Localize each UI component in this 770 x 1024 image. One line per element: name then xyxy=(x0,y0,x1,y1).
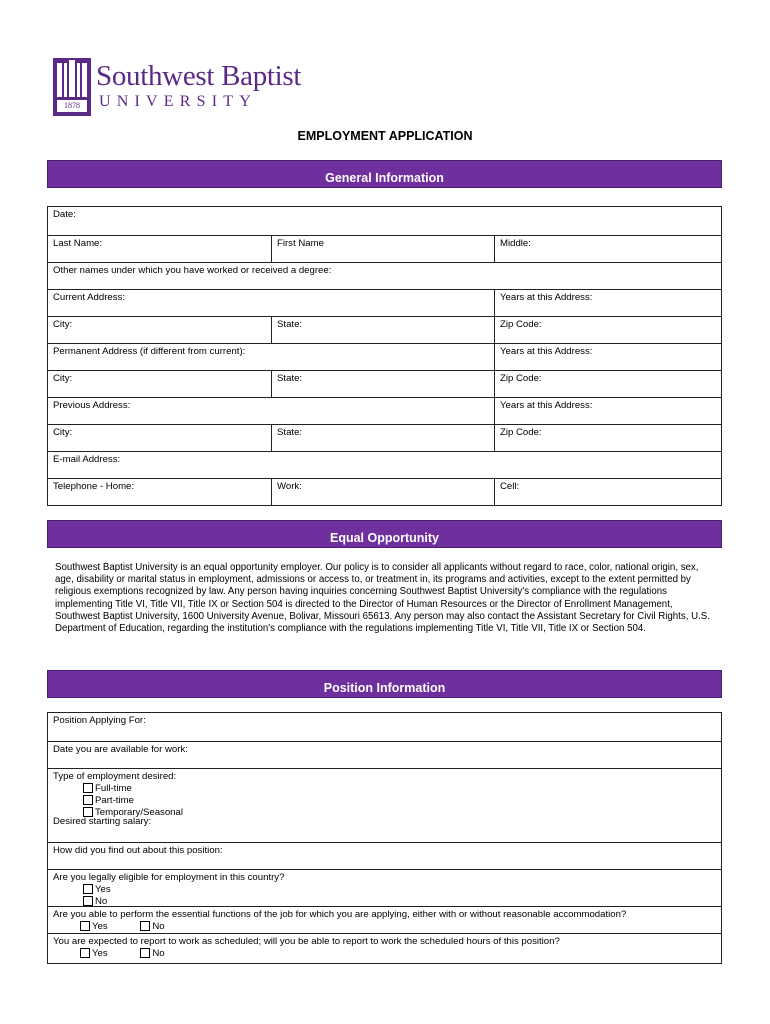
city-label: City: xyxy=(53,373,73,384)
perform-no-label: No xyxy=(152,921,165,932)
previous-address-label: Previous Address: xyxy=(53,400,131,411)
telephone-home-label: Telephone - Home: xyxy=(53,481,135,492)
middle-name-field[interactable] xyxy=(494,236,721,262)
current-city-field[interactable] xyxy=(48,317,271,343)
years-at-address-label: Years at this Address: xyxy=(500,292,593,303)
logo-name: Southwest Baptist xyxy=(96,60,302,92)
date-field[interactable] xyxy=(48,207,721,235)
general-information-title: General Information xyxy=(325,171,444,185)
previous-city-row xyxy=(48,424,721,451)
years-at-address-label: Years at this Address: xyxy=(500,400,593,411)
report-options xyxy=(53,948,721,960)
previous-years-field[interactable] xyxy=(494,398,721,424)
temporary-label: Temporary/Seasonal xyxy=(95,807,183,818)
equal-opportunity-statement: Southwest Baptist University is an equal opportunity employer. Our policy is to consider all applicants without regard to race, color, national origin, sex, age, disability or marital status in employment, admissions or access to, or treatment in, its programs and activities, except to the extent permitted by religious exemptions recognized by law. Any person having inquiries concerning Southwest Baptist University's compliance with the regulations implementing Title VI, Title VII, Title IX or Section 504 is directed to the Director of Human Resources or the Director of Enrollment Management, Southwest Baptist University, 1600 University Avenue, Bolivar, Missouri 65613. Any person may also contact the Assistant Secretary for Civil Rights, U.S. Department of Education, regarding the institution's compliance with the regulations implementing Title VI, Title VII, Title IX or Section 504. xyxy=(55,562,710,635)
report-yes-checkbox[interactable] xyxy=(80,948,90,958)
permanent-city-field[interactable] xyxy=(48,371,271,397)
city-label: City: xyxy=(53,319,73,330)
eligible-question xyxy=(48,870,721,906)
permanent-years-field[interactable] xyxy=(494,344,721,370)
part-time-checkbox[interactable] xyxy=(83,795,93,805)
eligible-row xyxy=(48,869,721,906)
report-question xyxy=(48,934,721,960)
report-label: You are expected to report to work as scheduled; will you be able to report to work the scheduled hours of this position? xyxy=(53,936,560,947)
position-applying-label: Position Applying For: xyxy=(53,715,146,726)
zip-label: Zip Code: xyxy=(500,427,542,438)
general-information-form xyxy=(47,206,722,506)
university-logo xyxy=(52,58,312,118)
report-yes-label: Yes xyxy=(92,948,108,959)
logo-university: UNIVERSITY xyxy=(99,93,257,110)
current-zip-field[interactable] xyxy=(494,317,721,343)
desired-salary-row xyxy=(48,816,721,842)
perform-row xyxy=(48,906,721,933)
state-label: State: xyxy=(277,373,303,384)
last-name-field[interactable] xyxy=(48,236,271,262)
date-row xyxy=(48,207,721,235)
previous-city-field[interactable] xyxy=(48,425,271,451)
cell-label: Cell: xyxy=(500,481,520,492)
work-label: Work: xyxy=(277,481,302,492)
perform-label: Are you able to perform the essential functions of the job for which you are applying, either with or without reasonable accommodation? xyxy=(53,909,627,920)
email-row xyxy=(48,451,721,478)
telephone-row xyxy=(48,478,721,505)
date-label: Date: xyxy=(53,209,76,220)
other-names-label: Other names under which you have worked or received a degree: xyxy=(53,265,332,276)
how-found-field[interactable] xyxy=(48,843,721,869)
equal-opportunity-title: Equal Opportunity xyxy=(329,531,440,545)
perform-yes-label: Yes xyxy=(92,921,108,932)
equal-opportunity-header xyxy=(47,520,722,548)
employment-type-row xyxy=(48,768,721,816)
current-address-label: Current Address: xyxy=(53,292,125,303)
date-available-row xyxy=(48,741,721,768)
part-time-label: Part-time xyxy=(95,795,134,806)
page-title: EMPLOYMENT APPLICATION xyxy=(297,129,473,143)
other-names-field[interactable] xyxy=(48,263,721,289)
full-time-label: Full-time xyxy=(95,783,132,794)
zip-label: Zip Code: xyxy=(500,319,542,330)
current-address-field[interactable] xyxy=(48,290,494,316)
permanent-address-row xyxy=(48,343,721,370)
perform-no-checkbox[interactable] xyxy=(140,921,150,931)
current-years-field[interactable] xyxy=(494,290,721,316)
general-information-header xyxy=(47,160,722,188)
name-row xyxy=(48,235,721,262)
zip-label: Zip Code: xyxy=(500,373,542,384)
perform-yes-checkbox[interactable] xyxy=(80,921,90,931)
first-name-label: First Name xyxy=(277,238,324,249)
founding-year: 1878 xyxy=(64,101,80,110)
perform-question xyxy=(48,907,721,933)
other-names-row xyxy=(48,262,721,289)
current-state-field[interactable] xyxy=(271,317,494,343)
report-no-label: No xyxy=(152,948,165,959)
years-at-address-label: Years at this Address: xyxy=(500,346,593,357)
home-phone-field[interactable] xyxy=(48,479,271,505)
full-time-option[interactable] xyxy=(53,783,721,795)
previous-zip-field[interactable] xyxy=(494,425,721,451)
permanent-city-row xyxy=(48,370,721,397)
email-label: E-mail Address: xyxy=(53,454,121,465)
previous-state-field[interactable] xyxy=(271,425,494,451)
permanent-state-field[interactable] xyxy=(271,371,494,397)
state-label: State: xyxy=(277,319,303,330)
current-city-row xyxy=(48,316,721,343)
permanent-zip-field[interactable] xyxy=(494,371,721,397)
first-name-field[interactable] xyxy=(271,236,494,262)
position-applying-field[interactable] xyxy=(48,713,721,741)
previous-address-row xyxy=(48,397,721,424)
eligible-yes-option[interactable] xyxy=(53,884,721,896)
position-applying-row xyxy=(48,713,721,741)
email-field[interactable] xyxy=(48,452,721,478)
permanent-address-label: Permanent Address (if different from current): xyxy=(53,346,246,357)
how-found-row xyxy=(48,842,721,869)
report-row xyxy=(48,933,721,960)
report-no-checkbox[interactable] xyxy=(140,948,150,958)
employment-type-group xyxy=(48,769,721,816)
permanent-address-field[interactable] xyxy=(48,344,494,370)
eligible-yes-label: Yes xyxy=(95,884,111,895)
middle-label: Middle: xyxy=(500,238,531,249)
eligible-no-checkbox[interactable] xyxy=(83,896,93,906)
how-found-label: How did you find out about this position: xyxy=(53,845,223,856)
date-available-field[interactable] xyxy=(48,742,721,768)
position-information-header xyxy=(47,670,722,698)
work-phone-field[interactable] xyxy=(271,479,494,505)
part-time-option[interactable] xyxy=(53,795,721,807)
desired-salary-field[interactable] xyxy=(48,816,721,842)
position-information-form xyxy=(47,712,722,964)
state-label: State: xyxy=(277,427,303,438)
city-label: City: xyxy=(53,427,73,438)
eligible-no-label: No xyxy=(95,896,108,907)
perform-options xyxy=(53,921,721,933)
desired-salary-label: Desired starting salary: xyxy=(53,816,152,827)
current-address-row xyxy=(48,289,721,316)
employment-type-label: Type of employment desired: xyxy=(53,771,177,782)
cell-phone-field[interactable] xyxy=(494,479,721,505)
previous-address-field[interactable] xyxy=(48,398,494,424)
eligible-label: Are you legally eligible for employment in this country? xyxy=(53,872,285,883)
full-time-checkbox[interactable] xyxy=(83,783,93,793)
last-name-label: Last Name: xyxy=(53,238,103,249)
eligible-yes-checkbox[interactable] xyxy=(83,884,93,894)
position-information-title: Position Information xyxy=(323,681,446,695)
date-available-label: Date you are available for work: xyxy=(53,744,188,755)
